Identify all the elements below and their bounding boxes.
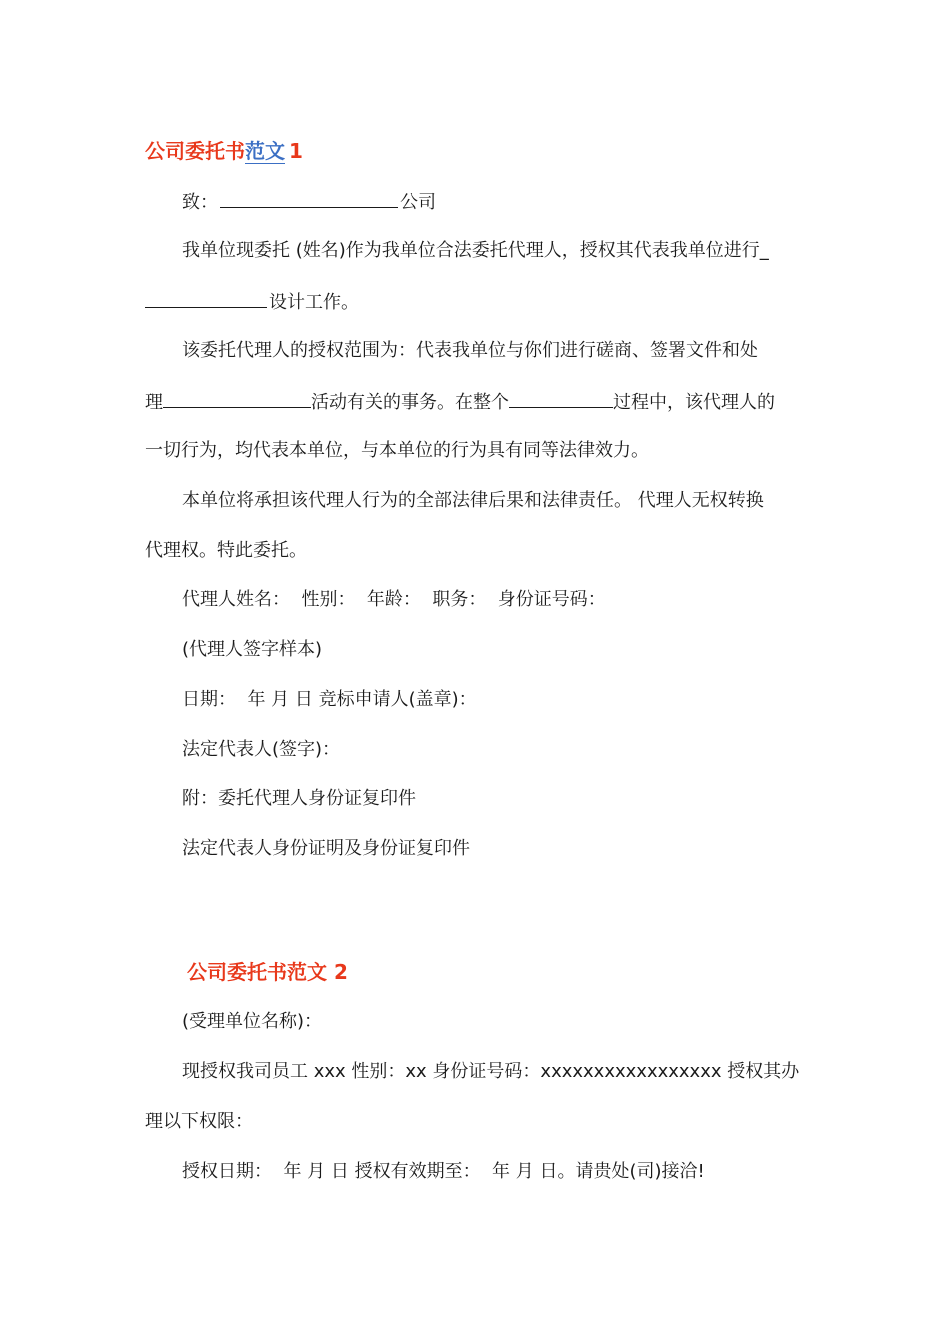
p2-line1: 该委托代理人的授权范围为：代表我单位与你们进行磋商、签署文件和处 [182, 340, 758, 361]
p1-line1: 我单位现委托 (姓名)作为我单位合法委托代理人，授权其代表我单位进行_ [182, 240, 769, 261]
p2-line2-c: 过程中，该代理人的 [613, 392, 775, 413]
project-blank [145, 289, 267, 308]
to-label: 致： [182, 192, 218, 213]
agent-fields: 代理人姓名： 性别： 年龄： 职务： 身份证号码： [182, 589, 606, 610]
activity-blank [163, 389, 311, 408]
section1-title [145, 139, 303, 163]
legal-rep: 法定代表人(签字)： [182, 739, 341, 760]
process-blank [509, 389, 613, 408]
s2-p1-line2: 理以下权限： [145, 1111, 253, 1132]
attachment-1: 附：委托代理人身份证复印件 [182, 788, 416, 809]
section1-title-part1: 公司委托书 [145, 139, 245, 163]
s2-p2-line1: 授权日期： 年 月 日 授权有效期至： 年 月 日。请贵处(司)接洽! [182, 1161, 705, 1182]
section2-title [187, 960, 348, 984]
p2-line2 [145, 389, 775, 415]
p2-line2-a: 理 [145, 392, 163, 413]
section1-title-part2: 范文 [245, 139, 285, 163]
section1-title-num: 1 [289, 139, 303, 163]
to-line [182, 189, 436, 215]
p2-line3: 一切行为，均代表本单位，与本单位的行为具有同等法律效力。 [145, 440, 649, 461]
company-blank [220, 189, 398, 208]
p2-line2-b: 活动有关的事务。在整个 [311, 392, 509, 413]
s2-p1-line1: 现授权我司员工 xxx 性别：xx 身份证号码：xxxxxxxxxxxxxxxxx 授权其办 [182, 1061, 800, 1082]
p1-line2 [145, 289, 359, 315]
section2-title-text: 公司委托书范文 2 [187, 960, 348, 984]
attachment-2: 法定代表人身份证明及身份证复印件 [182, 838, 470, 859]
agent-signature: (代理人签字样本) [182, 639, 323, 660]
to-suffix: 公司 [400, 192, 436, 213]
recipient: (受理单位名称)： [182, 1011, 323, 1032]
p1-line2-suffix: 设计工作。 [269, 292, 359, 313]
date-line: 日期： 年 月 日 竞标申请人(盖章)： [182, 689, 477, 710]
p3-line1: 本单位将承担该代理人行为的全部法律后果和法律责任。 代理人无权转换 [182, 490, 764, 511]
p3-line2: 代理权。特此委托。 [145, 540, 307, 561]
